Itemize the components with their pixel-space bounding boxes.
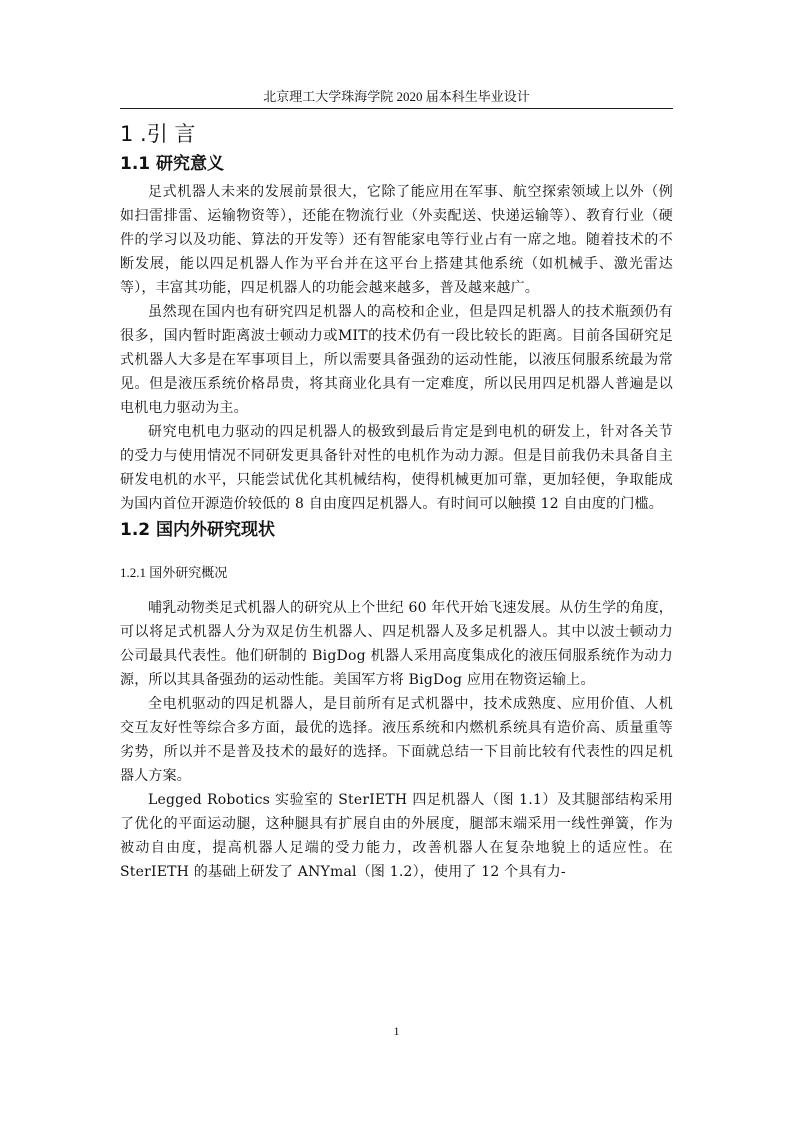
paragraph: 哺乳动物类足式机器人的研究从上个世纪 60 年代开始飞速发展。从仿生学的角度，可以将足式机器人分为双足仿生机器人、四足机器人及多足机器人。其中以波士顿动力公司最具代表性。他们研制的 BigDog 机器人采用高度集成化的液压伺服系统作为动力源，所以其具备强劲的运动性能。美国军方将 BigDog 应用在物资运输上。 xyxy=(120,600,673,688)
paragraph: Legged Robotics 实验室的 SterIETH 四足机器人（图 1.1）及其腿部结构采用了优化的平面运动腿，这种腿具有扩展自由的外展度，腿部末端采用一线性弹簧，作为被动自由度，提高机器人足端的受力能力，改善机器人在复杂地貌上的适应性。在 SterIETH 的基础上研发了 ANYmal（图 1.2），使用了 12 个具有力- xyxy=(120,792,673,880)
page-body xyxy=(120,120,673,884)
subsection-title-1-2-1: 1.2.1 国外研究概况 xyxy=(120,565,228,580)
page-number: 1 xyxy=(393,1024,400,1038)
chapter-title: 1 .引 言 xyxy=(120,122,196,146)
paragraph: 虽然现在国内也有研究四足机器人的高校和企业，但是四足机器人的技术瓶颈仍有很多，国内暂时距离波士顿动力或MIT的技术仍有一段比较长的距离。目前各国研究足式机器人大多是在军事项目上，所以需要具备强劲的运动性能，以液压伺服系统最为常见。但是液压系统价格昂贵，将其商业化具有一定难度，所以民用四足机器人普遍是以电机电力驱动为主。 xyxy=(120,304,673,416)
paragraph: 足式机器人未来的发展前景很大，它除了能应用在军事、航空探索领域上以外（例如扫雷排雷、运输物资等），还能在物流行业（外卖配送、快递运输等）、教育行业（硬件的学习以及功能、算法的开发等）还有智能家电等行业占有一席之地。随着技术的不断发展，能以四足机器人作为平台并在这平台上搭建其他系统（如机械手、激光雷达等），丰富其功能，四足机器人的功能会越来越多，普及越来越广。 xyxy=(120,184,673,296)
section-title-1-2: 1.2 国内外研究现状 xyxy=(120,520,276,540)
header-divider xyxy=(120,108,673,109)
running-header: 北京理工大学珠海学院 2020 届本科生毕业设计 xyxy=(263,89,530,104)
section-title-1-1: 1.1 研究意义 xyxy=(120,154,225,174)
paragraph: 全电机驱动的四足机器人，是目前所有足式机器中，技术成熟度、应用价值、人机交互友好性等综合多方面，最优的选择。液压系统和内燃机系统具有造价高、质量重等劣势，所以并不是普及技术的最好的选择。下面就总结一下目前比较有代表性的四足机器人方案。 xyxy=(120,696,673,784)
paragraph: 研究电机电力驱动的四足机器人的极致到最后肯定是到电机的研发上，针对各关节的受力与使用情况不同研发更具备针对性的电机作为动力源。但是目前我仍未具备自主研发电机的水平，只能尝试优化其机械结构，使得机械更加可靠，更加轻便，争取能成为国内首位开源造价较低的 8 自由度四足机器人。有时间可以触摸 12 自由度的门槛。 xyxy=(120,424,673,512)
